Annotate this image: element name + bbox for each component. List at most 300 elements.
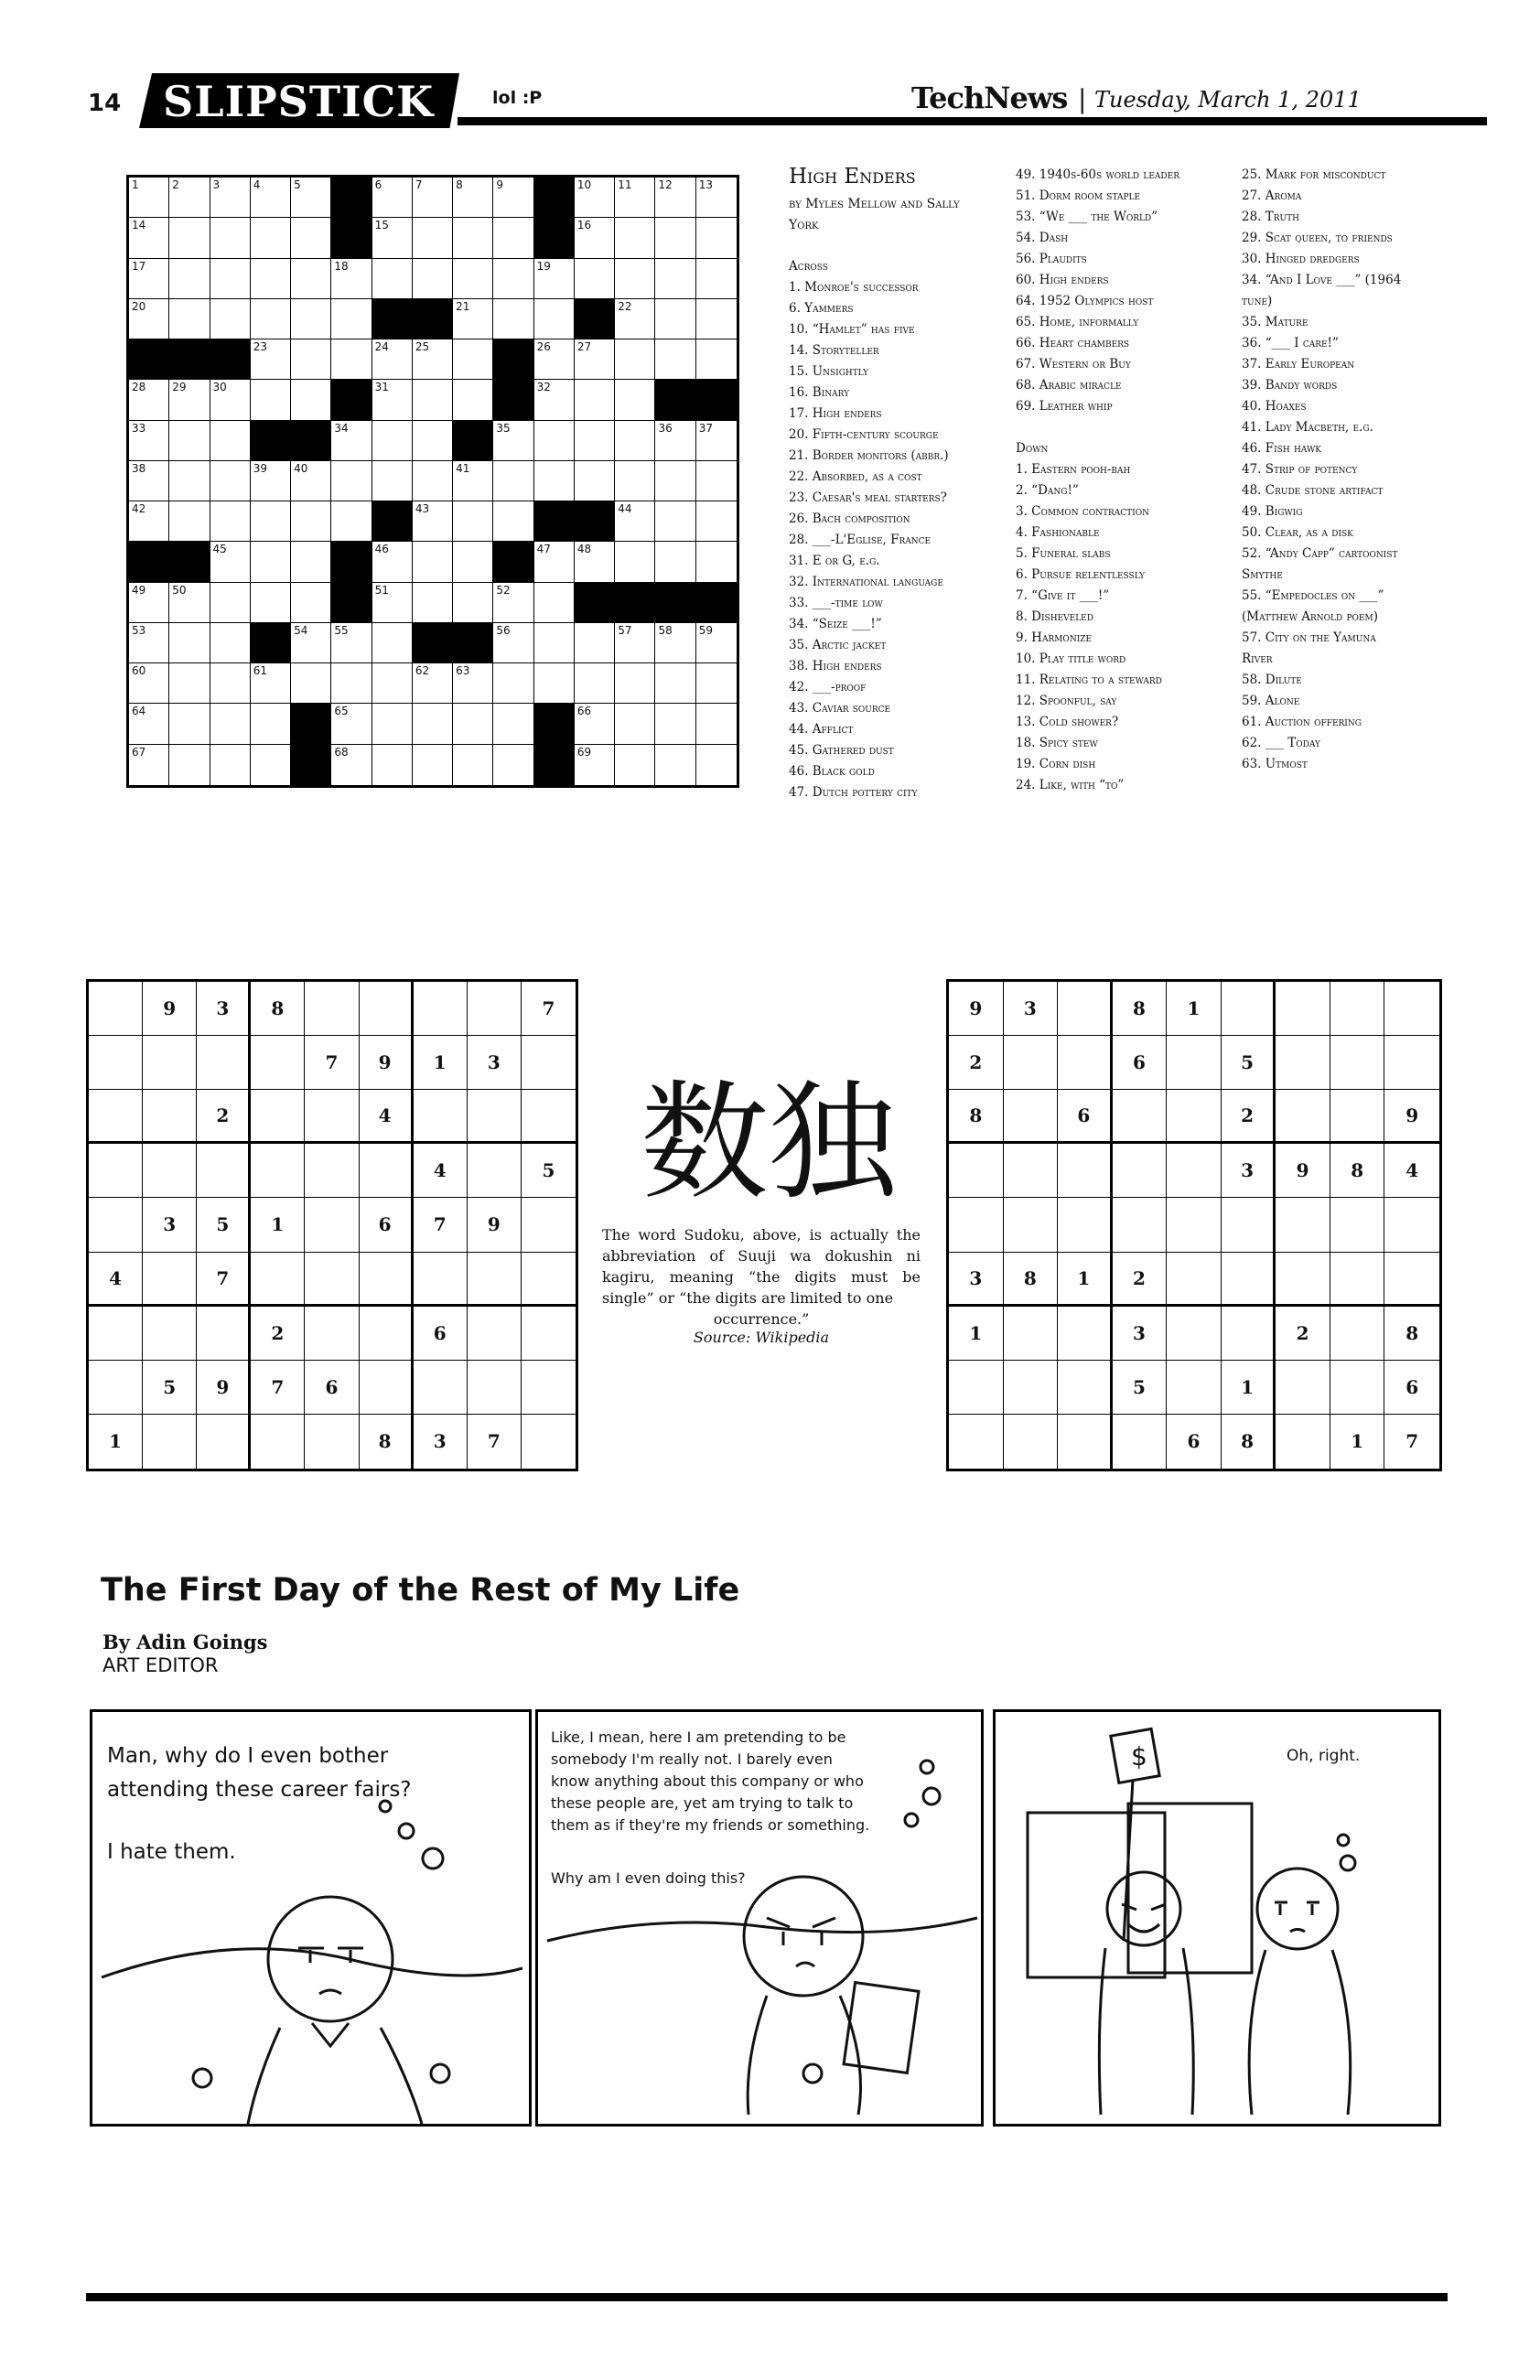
sudoku-cell[interactable] bbox=[1167, 1144, 1222, 1198]
sudoku-cell[interactable] bbox=[1004, 1036, 1059, 1090]
sudoku-cell[interactable] bbox=[1058, 1361, 1113, 1415]
crossword-cell[interactable] bbox=[129, 501, 169, 542]
sudoku-cell[interactable]: 8 bbox=[1222, 1415, 1276, 1469]
crossword-cell[interactable] bbox=[453, 339, 493, 380]
sudoku-cell[interactable] bbox=[1058, 1144, 1113, 1198]
sudoku-cell[interactable] bbox=[197, 1415, 251, 1469]
sudoku-cell[interactable]: 3 bbox=[1113, 1307, 1168, 1361]
crossword-cell[interactable] bbox=[129, 421, 169, 461]
sudoku-cell[interactable] bbox=[1113, 1144, 1168, 1198]
sudoku-cell[interactable] bbox=[360, 1361, 414, 1415]
sudoku-cell[interactable] bbox=[89, 1307, 143, 1361]
sudoku-cell[interactable] bbox=[1276, 1253, 1330, 1307]
sudoku-cell[interactable]: 9 bbox=[143, 982, 197, 1036]
crossword-cell[interactable] bbox=[331, 461, 372, 501]
crossword-cell[interactable] bbox=[251, 380, 291, 420]
sudoku-cell[interactable]: 1 bbox=[251, 1198, 305, 1252]
sudoku-cell[interactable] bbox=[949, 1144, 1004, 1198]
crossword-cell[interactable] bbox=[372, 745, 413, 785]
crossword-cell[interactable] bbox=[210, 745, 251, 785]
sudoku-cell[interactable]: 8 bbox=[360, 1415, 414, 1469]
sudoku-cell[interactable] bbox=[360, 982, 414, 1036]
crossword-cell[interactable] bbox=[615, 542, 655, 582]
crossword-cell[interactable] bbox=[129, 583, 169, 623]
crossword-cell[interactable] bbox=[210, 623, 251, 663]
sudoku-cell[interactable] bbox=[1222, 1307, 1276, 1361]
sudoku-cell[interactable] bbox=[360, 1253, 414, 1307]
sudoku-cell[interactable] bbox=[1330, 1307, 1385, 1361]
sudoku-cell[interactable] bbox=[1330, 982, 1385, 1036]
sudoku-cell[interactable] bbox=[1330, 1036, 1385, 1090]
crossword-cell[interactable] bbox=[413, 583, 453, 623]
sudoku-cell[interactable] bbox=[305, 1415, 359, 1469]
crossword-cell[interactable] bbox=[372, 461, 413, 501]
crossword-cell[interactable] bbox=[453, 501, 493, 542]
crossword-cell[interactable] bbox=[413, 745, 453, 785]
crossword-cell[interactable] bbox=[291, 218, 331, 258]
crossword-cell[interactable] bbox=[291, 339, 331, 380]
crossword-cell[interactable] bbox=[331, 704, 372, 744]
sudoku-cell[interactable] bbox=[522, 1361, 576, 1415]
sudoku-cell[interactable]: 5 bbox=[143, 1361, 197, 1415]
crossword-cell[interactable] bbox=[169, 745, 210, 785]
sudoku-cell[interactable] bbox=[1113, 1198, 1168, 1252]
sudoku-cell[interactable]: 4 bbox=[89, 1253, 143, 1307]
crossword-cell[interactable] bbox=[534, 339, 575, 380]
crossword-cell[interactable] bbox=[169, 421, 210, 461]
crossword-cell[interactable] bbox=[534, 380, 575, 420]
sudoku-cell[interactable] bbox=[522, 1415, 576, 1469]
sudoku-cell[interactable] bbox=[305, 1198, 359, 1252]
sudoku-cell[interactable] bbox=[1276, 1198, 1330, 1252]
sudoku-cell[interactable] bbox=[1167, 1036, 1222, 1090]
crossword-cell[interactable] bbox=[413, 663, 453, 704]
crossword-cell[interactable] bbox=[575, 623, 615, 663]
sudoku-cell[interactable] bbox=[89, 1036, 143, 1090]
crossword-cell[interactable] bbox=[169, 218, 210, 258]
sudoku-cell[interactable] bbox=[1004, 1090, 1059, 1144]
sudoku-cell[interactable]: 7 bbox=[522, 982, 576, 1036]
crossword-cell[interactable] bbox=[129, 218, 169, 258]
crossword-cell[interactable] bbox=[696, 259, 737, 299]
sudoku-cell[interactable] bbox=[360, 1307, 414, 1361]
sudoku-cell[interactable] bbox=[468, 1090, 522, 1144]
crossword-cell[interactable] bbox=[493, 178, 533, 218]
crossword-cell[interactable] bbox=[372, 542, 413, 582]
sudoku-cell[interactable]: 9 bbox=[949, 982, 1004, 1036]
sudoku-cell[interactable]: 9 bbox=[1276, 1144, 1330, 1198]
crossword-cell[interactable] bbox=[169, 583, 210, 623]
crossword-cell[interactable] bbox=[331, 259, 372, 299]
crossword-cell[interactable] bbox=[129, 380, 169, 420]
sudoku-cell[interactable] bbox=[1004, 1144, 1059, 1198]
sudoku-cell[interactable] bbox=[1004, 1415, 1059, 1469]
sudoku-cell[interactable] bbox=[360, 1144, 414, 1198]
crossword-cell[interactable] bbox=[210, 178, 251, 218]
crossword-cell[interactable] bbox=[453, 299, 493, 339]
crossword-cell[interactable] bbox=[655, 259, 695, 299]
sudoku-cell[interactable] bbox=[414, 982, 468, 1036]
crossword-cell[interactable] bbox=[291, 461, 331, 501]
sudoku-cell[interactable]: 2 bbox=[949, 1036, 1004, 1090]
crossword-cell[interactable] bbox=[372, 259, 413, 299]
sudoku-cell[interactable]: 9 bbox=[197, 1361, 251, 1415]
crossword-cell[interactable] bbox=[413, 421, 453, 461]
sudoku-cell[interactable]: 6 bbox=[305, 1361, 359, 1415]
crossword-cell[interactable] bbox=[291, 259, 331, 299]
crossword-cell[interactable] bbox=[372, 583, 413, 623]
crossword-cell[interactable] bbox=[129, 704, 169, 744]
sudoku-cell[interactable]: 8 bbox=[949, 1090, 1004, 1144]
crossword-cell[interactable] bbox=[615, 501, 655, 542]
sudoku-cell[interactable]: 7 bbox=[197, 1253, 251, 1307]
crossword-cell[interactable] bbox=[413, 339, 453, 380]
crossword-cell[interactable] bbox=[372, 704, 413, 744]
sudoku-cell[interactable] bbox=[1167, 1361, 1222, 1415]
sudoku-cell[interactable] bbox=[1330, 1090, 1385, 1144]
crossword-cell[interactable] bbox=[655, 542, 695, 582]
sudoku-cell[interactable] bbox=[1330, 1253, 1385, 1307]
crossword-cell[interactable] bbox=[575, 259, 615, 299]
sudoku-cell[interactable] bbox=[89, 1361, 143, 1415]
sudoku-cell[interactable] bbox=[414, 1253, 468, 1307]
sudoku-cell[interactable] bbox=[1058, 1415, 1113, 1469]
crossword-cell[interactable] bbox=[696, 623, 737, 663]
sudoku-cell[interactable] bbox=[305, 982, 359, 1036]
crossword-cell[interactable] bbox=[251, 501, 291, 542]
crossword-cell[interactable] bbox=[129, 461, 169, 501]
crossword-cell[interactable] bbox=[696, 299, 737, 339]
sudoku-cell[interactable]: 3 bbox=[468, 1036, 522, 1090]
sudoku-cell[interactable] bbox=[1167, 1090, 1222, 1144]
crossword-cell[interactable] bbox=[210, 218, 251, 258]
crossword-cell[interactable] bbox=[493, 745, 533, 785]
crossword-cell[interactable] bbox=[534, 583, 575, 623]
crossword-cell[interactable] bbox=[413, 704, 453, 744]
crossword-cell[interactable] bbox=[615, 745, 655, 785]
crossword-cell[interactable] bbox=[575, 380, 615, 420]
crossword-cell[interactable] bbox=[655, 745, 695, 785]
sudoku-cell[interactable] bbox=[143, 1036, 197, 1090]
crossword-cell[interactable] bbox=[413, 218, 453, 258]
sudoku-cell[interactable] bbox=[1058, 1036, 1113, 1090]
crossword-cell[interactable] bbox=[291, 583, 331, 623]
crossword-cell[interactable] bbox=[493, 299, 533, 339]
crossword-cell[interactable] bbox=[655, 704, 695, 744]
crossword-cell[interactable] bbox=[615, 259, 655, 299]
crossword-cell[interactable] bbox=[372, 623, 413, 663]
crossword-cell[interactable] bbox=[251, 704, 291, 744]
sudoku-cell[interactable] bbox=[1004, 1361, 1059, 1415]
sudoku-cell[interactable] bbox=[468, 1361, 522, 1415]
crossword-cell[interactable] bbox=[210, 583, 251, 623]
sudoku-cell[interactable]: 9 bbox=[360, 1036, 414, 1090]
sudoku-cell[interactable] bbox=[197, 1036, 251, 1090]
sudoku-cell[interactable] bbox=[468, 982, 522, 1036]
sudoku-cell[interactable] bbox=[89, 982, 143, 1036]
sudoku-cell[interactable]: 9 bbox=[468, 1198, 522, 1252]
crossword-cell[interactable] bbox=[251, 663, 291, 704]
sudoku-cell[interactable]: 6 bbox=[1113, 1036, 1168, 1090]
crossword-cell[interactable] bbox=[615, 704, 655, 744]
crossword-cell[interactable] bbox=[696, 704, 737, 744]
sudoku-cell[interactable]: 4 bbox=[1384, 1144, 1439, 1198]
crossword-cell[interactable] bbox=[210, 663, 251, 704]
crossword-cell[interactable] bbox=[655, 461, 695, 501]
sudoku-cell[interactable] bbox=[251, 1090, 305, 1144]
sudoku-cell[interactable]: 8 bbox=[1330, 1144, 1385, 1198]
sudoku-cell[interactable] bbox=[1004, 1198, 1059, 1252]
crossword-cell[interactable] bbox=[696, 663, 737, 704]
crossword-cell[interactable] bbox=[331, 339, 372, 380]
sudoku-cell[interactable]: 2 bbox=[1276, 1307, 1330, 1361]
sudoku-cell[interactable] bbox=[522, 1198, 576, 1252]
crossword-cell[interactable] bbox=[696, 178, 737, 218]
sudoku-cell[interactable] bbox=[1004, 1307, 1059, 1361]
crossword-cell[interactable] bbox=[210, 461, 251, 501]
sudoku-cell[interactable] bbox=[1384, 1253, 1439, 1307]
sudoku-cell[interactable] bbox=[1058, 1198, 1113, 1252]
sudoku-cell[interactable]: 1 bbox=[949, 1307, 1004, 1361]
crossword-cell[interactable] bbox=[169, 704, 210, 744]
sudoku-cell[interactable] bbox=[468, 1307, 522, 1361]
crossword-cell[interactable] bbox=[493, 259, 533, 299]
sudoku-cell[interactable]: 8 bbox=[1004, 1253, 1059, 1307]
sudoku-cell[interactable] bbox=[1276, 1036, 1330, 1090]
crossword-cell[interactable] bbox=[291, 623, 331, 663]
crossword-cell[interactable] bbox=[331, 663, 372, 704]
sudoku-cell[interactable] bbox=[89, 1198, 143, 1252]
sudoku-cell[interactable] bbox=[305, 1090, 359, 1144]
sudoku-cell[interactable]: 7 bbox=[1405, 1430, 1419, 1453]
sudoku-cell[interactable]: 8 bbox=[1113, 982, 1168, 1036]
crossword-cell[interactable] bbox=[251, 542, 291, 582]
crossword-cell[interactable] bbox=[534, 421, 575, 461]
sudoku-cell[interactable] bbox=[1222, 982, 1276, 1036]
crossword-cell[interactable] bbox=[655, 663, 695, 704]
crossword-cell[interactable] bbox=[251, 461, 291, 501]
crossword-cell[interactable] bbox=[251, 745, 291, 785]
sudoku-cell[interactable] bbox=[1384, 982, 1439, 1036]
crossword-cell[interactable] bbox=[655, 421, 695, 461]
sudoku-cell[interactable]: 1 bbox=[89, 1415, 143, 1469]
crossword-cell[interactable] bbox=[251, 299, 291, 339]
crossword-cell[interactable] bbox=[169, 663, 210, 704]
crossword-cell[interactable] bbox=[210, 380, 251, 420]
crossword-cell[interactable] bbox=[615, 339, 655, 380]
sudoku-cell[interactable] bbox=[251, 1144, 305, 1198]
sudoku-cell[interactable]: 6 bbox=[1167, 1415, 1222, 1469]
crossword-cell[interactable] bbox=[575, 745, 615, 785]
crossword-cell[interactable] bbox=[453, 583, 493, 623]
sudoku-cell[interactable]: 5 bbox=[197, 1198, 251, 1252]
crossword-cell[interactable] bbox=[534, 663, 575, 704]
crossword-cell[interactable] bbox=[169, 380, 210, 420]
crossword-cell[interactable] bbox=[372, 663, 413, 704]
sudoku-cell[interactable] bbox=[305, 1144, 359, 1198]
sudoku-cell[interactable] bbox=[522, 1253, 576, 1307]
sudoku-cell[interactable]: 1 bbox=[1058, 1253, 1113, 1307]
sudoku-cell[interactable]: 7 bbox=[414, 1198, 468, 1252]
sudoku-cell[interactable]: 4 bbox=[414, 1144, 468, 1198]
crossword-cell[interactable] bbox=[413, 178, 453, 218]
sudoku-cell[interactable] bbox=[143, 1090, 197, 1144]
crossword-cell[interactable] bbox=[453, 704, 493, 744]
crossword-cell[interactable] bbox=[413, 542, 453, 582]
crossword-cell[interactable] bbox=[331, 299, 372, 339]
sudoku-cell[interactable] bbox=[1330, 1198, 1385, 1252]
crossword-cell[interactable] bbox=[575, 178, 615, 218]
sudoku-cell[interactable] bbox=[1276, 1415, 1330, 1469]
crossword-cell[interactable] bbox=[169, 623, 210, 663]
sudoku-cell[interactable]: 6 bbox=[1384, 1361, 1439, 1415]
crossword-cell[interactable] bbox=[534, 259, 575, 299]
crossword-cell[interactable] bbox=[291, 178, 331, 218]
crossword-cell[interactable] bbox=[291, 299, 331, 339]
crossword-cell[interactable] bbox=[696, 745, 737, 785]
sudoku-cell[interactable] bbox=[468, 1144, 522, 1198]
sudoku-cell[interactable]: 6 bbox=[1058, 1090, 1113, 1144]
crossword-cell[interactable] bbox=[210, 259, 251, 299]
sudoku-cell[interactable] bbox=[251, 1036, 305, 1090]
sudoku-cell[interactable] bbox=[522, 1090, 576, 1144]
crossword-cell[interactable] bbox=[575, 704, 615, 744]
crossword-cell[interactable] bbox=[655, 501, 695, 542]
sudoku-cell[interactable]: 6 bbox=[414, 1307, 468, 1361]
sudoku-cell[interactable]: 3 bbox=[197, 982, 251, 1036]
crossword-cell[interactable] bbox=[129, 623, 169, 663]
sudoku-cell[interactable]: 2 bbox=[197, 1090, 251, 1144]
crossword-cell[interactable] bbox=[291, 663, 331, 704]
crossword-cell[interactable] bbox=[575, 218, 615, 258]
sudoku-cell[interactable] bbox=[305, 1307, 359, 1361]
crossword-cell[interactable] bbox=[615, 461, 655, 501]
sudoku-cell[interactable] bbox=[89, 1144, 143, 1198]
crossword-cell[interactable] bbox=[575, 542, 615, 582]
sudoku-cell[interactable] bbox=[1222, 1253, 1276, 1307]
crossword-cell[interactable] bbox=[575, 339, 615, 380]
crossword-cell[interactable] bbox=[251, 218, 291, 258]
sudoku-cell[interactable] bbox=[305, 1253, 359, 1307]
crossword-cell[interactable] bbox=[251, 259, 291, 299]
sudoku-cell[interactable]: 1 bbox=[414, 1036, 468, 1090]
sudoku-cell[interactable]: 4 bbox=[360, 1090, 414, 1144]
crossword-cell[interactable] bbox=[696, 339, 737, 380]
sudoku-cell[interactable] bbox=[1276, 1090, 1330, 1144]
sudoku-cell[interactable]: 1 bbox=[1330, 1415, 1385, 1469]
sudoku-cell[interactable] bbox=[89, 1090, 143, 1144]
crossword-cell[interactable] bbox=[453, 663, 493, 704]
sudoku-cell[interactable]: 2 bbox=[1222, 1090, 1276, 1144]
sudoku-cell[interactable] bbox=[1113, 1415, 1168, 1469]
crossword-cell[interactable] bbox=[169, 178, 210, 218]
sudoku-cell[interactable] bbox=[1167, 1253, 1222, 1307]
crossword-cell[interactable] bbox=[493, 704, 533, 744]
crossword-cell[interactable] bbox=[129, 178, 169, 218]
crossword-cell[interactable] bbox=[493, 663, 533, 704]
crossword-cell[interactable] bbox=[291, 380, 331, 420]
crossword-cell[interactable] bbox=[291, 542, 331, 582]
crossword-cell[interactable] bbox=[453, 745, 493, 785]
sudoku-cell[interactable]: 9 bbox=[1384, 1090, 1439, 1144]
sudoku-cell[interactable] bbox=[949, 1361, 1004, 1415]
sudoku-cell[interactable] bbox=[197, 1307, 251, 1361]
sudoku-cell[interactable]: 5 bbox=[1222, 1036, 1276, 1090]
sudoku-cell[interactable] bbox=[1276, 982, 1330, 1036]
crossword-cell[interactable] bbox=[696, 501, 737, 542]
sudoku-cell[interactable] bbox=[251, 1415, 305, 1469]
crossword-cell[interactable] bbox=[169, 461, 210, 501]
sudoku-cell[interactable] bbox=[1276, 1361, 1330, 1415]
sudoku-cell[interactable]: 8 bbox=[1384, 1307, 1439, 1361]
sudoku-cell[interactable] bbox=[1113, 1090, 1168, 1144]
crossword-cell[interactable] bbox=[696, 542, 737, 582]
crossword-cell[interactable] bbox=[655, 339, 695, 380]
crossword-cell[interactable] bbox=[453, 259, 493, 299]
sudoku-cell[interactable] bbox=[522, 1036, 576, 1090]
sudoku-cell[interactable] bbox=[522, 1307, 576, 1361]
crossword-cell[interactable] bbox=[331, 745, 372, 785]
sudoku-cell[interactable]: 3 bbox=[414, 1415, 468, 1469]
sudoku-cell[interactable] bbox=[1330, 1361, 1385, 1415]
crossword-cell[interactable] bbox=[129, 299, 169, 339]
crossword-cell[interactable] bbox=[615, 178, 655, 218]
sudoku-cell[interactable] bbox=[1167, 1198, 1222, 1252]
crossword-cell[interactable] bbox=[534, 623, 575, 663]
sudoku-cell[interactable]: 3 bbox=[143, 1198, 197, 1252]
sudoku-cell[interactable]: 1 bbox=[1167, 982, 1222, 1036]
sudoku-cell[interactable] bbox=[414, 1361, 468, 1415]
sudoku-cell[interactable] bbox=[1384, 1036, 1439, 1090]
sudoku-cell[interactable]: 1 bbox=[1222, 1361, 1276, 1415]
crossword-cell[interactable] bbox=[169, 299, 210, 339]
crossword-cell[interactable] bbox=[453, 178, 493, 218]
crossword-cell[interactable] bbox=[210, 542, 251, 582]
crossword-cell[interactable] bbox=[453, 542, 493, 582]
crossword-cell[interactable] bbox=[655, 218, 695, 258]
crossword-cell[interactable] bbox=[493, 461, 533, 501]
crossword-cell[interactable] bbox=[331, 623, 372, 663]
sudoku-cell[interactable] bbox=[1222, 1198, 1276, 1252]
sudoku-cell[interactable]: 2 bbox=[251, 1307, 305, 1361]
crossword-cell[interactable] bbox=[413, 380, 453, 420]
crossword-cell[interactable] bbox=[575, 421, 615, 461]
crossword-cell[interactable] bbox=[413, 259, 453, 299]
sudoku-cell[interactable] bbox=[1058, 982, 1113, 1036]
crossword-cell[interactable] bbox=[615, 421, 655, 461]
crossword-cell[interactable] bbox=[493, 583, 533, 623]
sudoku-cell[interactable] bbox=[1058, 1307, 1113, 1361]
sudoku-cell[interactable]: 6 bbox=[360, 1198, 414, 1252]
crossword-cell[interactable] bbox=[615, 663, 655, 704]
sudoku-cell[interactable] bbox=[949, 1415, 1004, 1469]
sudoku-cell[interactable] bbox=[949, 1198, 1004, 1252]
crossword-cell[interactable] bbox=[615, 218, 655, 258]
crossword-cell[interactable] bbox=[493, 501, 533, 542]
sudoku-cell[interactable] bbox=[1384, 1198, 1439, 1252]
sudoku-cell[interactable]: 7 bbox=[468, 1415, 522, 1469]
sudoku-cell[interactable] bbox=[1167, 1307, 1222, 1361]
crossword-cell[interactable] bbox=[575, 663, 615, 704]
crossword-cell[interactable] bbox=[210, 704, 251, 744]
crossword-cell[interactable] bbox=[291, 501, 331, 542]
sudoku-cell[interactable]: 5 bbox=[1113, 1361, 1168, 1415]
crossword-cell[interactable] bbox=[413, 461, 453, 501]
crossword-cell[interactable] bbox=[169, 259, 210, 299]
crossword-cell[interactable] bbox=[615, 380, 655, 420]
sudoku-cell[interactable]: 8 bbox=[251, 982, 305, 1036]
crossword-cell[interactable] bbox=[129, 663, 169, 704]
